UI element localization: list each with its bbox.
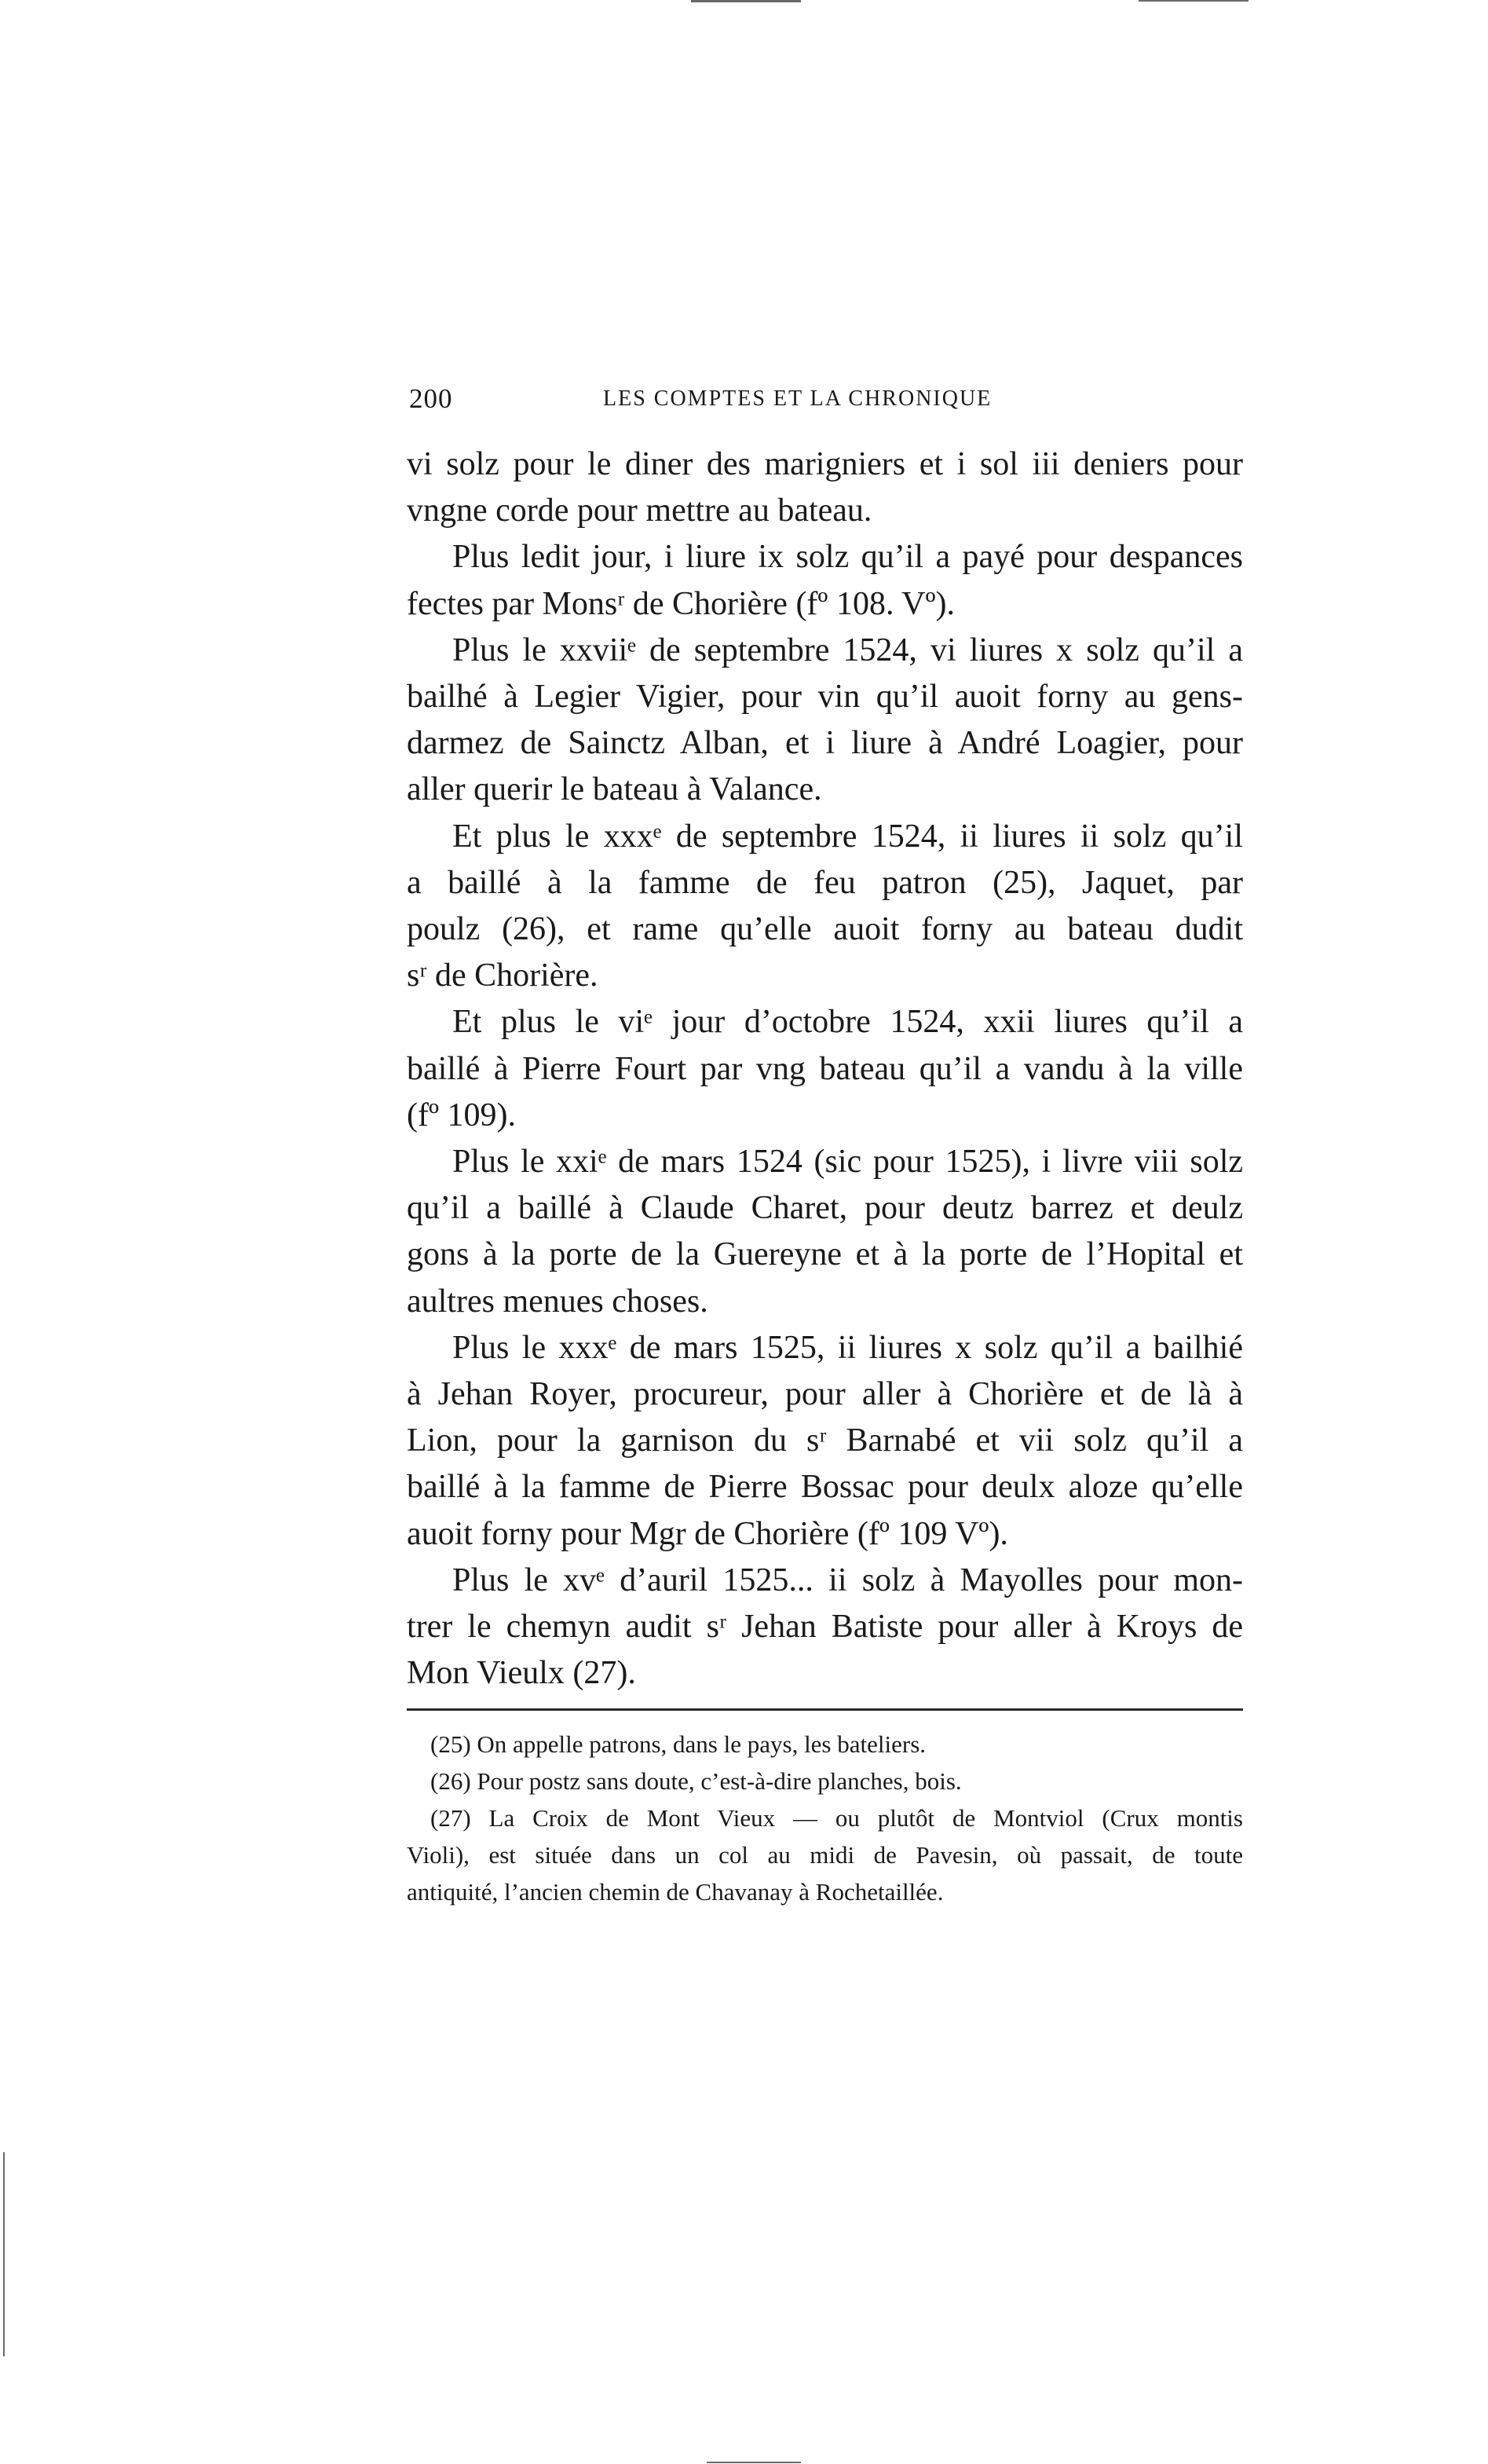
paragraph [407,534,1243,627]
text-line: Et plus le viᵉ jour d’octobre 1524, xxii liures qu’il a [452,1004,1243,1041]
footnote-line: antiquité, l’ancien chemin de Chavanay à Rochetaillée. [407,1878,944,1906]
text-line: trer le chemyn audit sʳ Jehan Batiste pour aller à Kroys de [407,1609,1243,1646]
text-line: Plus le xvᵉ d’auril 1525... ii solz à Mayolles pour mon- [452,1562,1243,1598]
scan-artifact-top [691,0,801,2]
text-line: Et plus le xxxᵉ de septembre 1524, ii liures ii solz qu’il [452,818,1243,855]
paragraph [407,628,1243,814]
paragraph [407,1325,1243,1558]
footnote-line: (26) Pour postz sans doute, c’est-à-dire planches, bois. [430,1767,962,1795]
paragraph [407,999,1243,1139]
footnote-line: Violi), est située dans un col au midi de Pavesin, où passait, de toute [407,1841,1243,1869]
text-line: gons à la porte de la Guereyne et à la porte de l’Hopital et [407,1236,1243,1273]
paragraph [407,1139,1243,1325]
text-line: qu’il a baillé à Claude Charet, pour deutz barrez et deulz [407,1190,1243,1227]
running-title: LES COMPTES ET LA CHRONIQUE [603,386,993,411]
text-line: poulz (26), et rame qu’elle auoit forny au bateau dudit [407,911,1243,948]
paragraph [407,1558,1243,1697]
scan-artifact-bottom [707,2462,801,2463]
footnote-divider [407,1708,1243,1711]
page-number: 200 [409,383,453,414]
text-line: Plus ledit jour, i liure ix solz qu’il a payé pour despances [452,539,1243,576]
page-header [409,383,1241,423]
text-line: darmez de Sainctz Alban, et i liure à André Loagier, pour [407,725,1243,762]
text-line: vngne corde pour mettre au bateau. [407,492,872,529]
text-line: a baillé à la famme de feu patron (25), Jaquet, par [407,864,1243,901]
text-line: vi solz pour le diner des marigniers et i sol iii deniers pour [407,446,1243,482]
text-line: fectes par Monsʳ de Chorière (fº 108. Vº). [407,585,956,622]
text-line: Lion, pour la garnison du sʳ Barnabé et vii solz qu’il a [407,1422,1243,1459]
text-line: Plus le xxxᵉ de mars 1525, ii liures x solz qu’il a bailhié [452,1329,1243,1366]
scan-artifact-top-right [1139,0,1249,2]
text-line: (fº 109). [407,1097,516,1133]
body-text [407,441,1243,1697]
text-line: à Jehan Royer, procureur, pour aller à Chorière et de là à [407,1376,1243,1413]
text-line: baillé à la famme de Pierre Bossac pour deulx aloze qu’elle [407,1469,1243,1506]
paragraph [407,814,1243,1000]
footnote-line: (27) La Croix de Mont Vieux — ou plutôt de Montviol (Crux montis [430,1804,1243,1832]
footnote-27 [407,1799,1243,1910]
text-line: aller querir le bateau à Valance. [407,771,822,808]
footnote-25 [407,1726,1243,1763]
text-line: Mon Vieulx (27). [407,1655,636,1692]
footnote-26 [407,1763,1243,1799]
text-line: bailhé à Legier Vigier, pour vin qu’il auoit forny au gens- [407,679,1243,716]
footnotes [407,1726,1243,1910]
text-line: sʳ de Chorière. [407,957,598,994]
text-line: Plus le xxviiᵉ de septembre 1524, vi liures x solz qu’il a [452,632,1243,668]
text-line: Plus le xxiᵉ de mars 1524 (sic pour 1525), i livre viii solz [452,1144,1243,1181]
text-line: auoit forny pour Mgr de Chorière (fº 109 Vº). [407,1515,1008,1552]
scan-artifact-left-edge [3,2152,5,2356]
footnote-line: (25) On appelle patrons, dans le pays, les bateliers. [430,1730,927,1758]
text-line: aultres menues choses. [407,1283,708,1320]
paragraph [407,441,1243,534]
text-line: baillé à Pierre Fourt par vng bateau qu’il a vandu à la ville [407,1050,1243,1087]
